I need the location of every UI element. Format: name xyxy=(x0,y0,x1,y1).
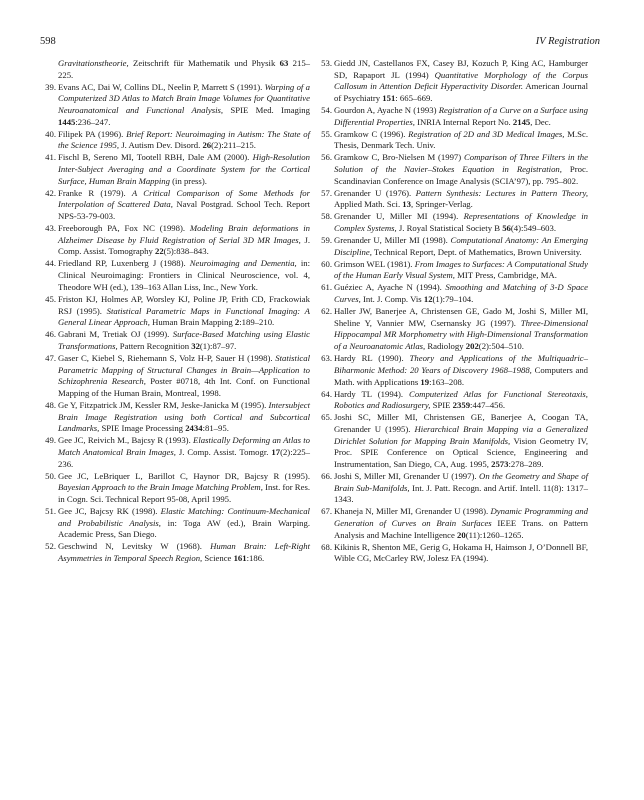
reference-volume: 1445 xyxy=(58,116,76,127)
references-right-column xyxy=(316,58,588,565)
reference-entry xyxy=(316,188,588,211)
reference-volume: 32 xyxy=(191,340,200,351)
running-head: IV Registration xyxy=(535,36,600,47)
reference-title: Statistical Parametric Mapping of Structural Changes in Brain—Application to Schizophrenia Research, xyxy=(58,352,310,387)
reference-segment: Hardy TL (1994). xyxy=(334,388,410,399)
reference-segment: IEEE Trans. on Pattern Analysis and Machine Intelligence xyxy=(334,517,588,540)
reference-entry xyxy=(316,353,588,388)
reference-number: 47. xyxy=(45,352,56,363)
reference-segment: :163–208. xyxy=(429,376,465,387)
reference-title: Computational Anatomy: An Emerging Discipline, xyxy=(334,235,588,257)
reference-entry xyxy=(316,129,588,152)
reference-segment: Fischl B, Sereno MI, Tootell RBH, Dale AM (2000). xyxy=(58,152,253,163)
reference-segment: in: Toga AW (ed.), Brain Warping. Academic Press, San Diego. xyxy=(58,517,310,540)
reference-text xyxy=(334,211,588,234)
reference-text xyxy=(334,282,588,305)
reference-entry xyxy=(40,223,310,258)
reference-title: From Images to Surfaces: A Computational Study of the Human Early Visual System, xyxy=(334,258,588,281)
reference-number: 55. xyxy=(321,128,332,139)
reference-entry xyxy=(316,152,588,187)
reference-text xyxy=(58,329,310,352)
reference-title: Comparison of Three Filters in the Solution of the Navier–Stokes Equation in Registration, xyxy=(334,152,589,175)
reference-number: 57. xyxy=(321,187,332,198)
reference-number: 43. xyxy=(45,223,56,234)
reference-number: 68. xyxy=(321,541,332,552)
reference-segment: Proc. Scandinavian Conference on Image Analysis (SCIA’97), pp. 795–802. xyxy=(334,164,588,186)
reference-volume: 20 xyxy=(457,529,466,540)
reference-number: 56. xyxy=(321,152,332,163)
reference-volume: 17 xyxy=(271,446,281,457)
reference-title: On the Geometry and Shape of Brain Sub-Manifolds, xyxy=(334,470,588,493)
reference-segment: Int. J. Patt. Recogn. and Artif. Intell. 11(8): 1317–1343. xyxy=(334,482,588,505)
reference-segment: Grenander U (1976). xyxy=(334,187,416,198)
reference-number: 51. xyxy=(45,505,56,516)
reference-segment: M.Sc. Thesis, Denmark Tech. Univ. xyxy=(334,128,588,151)
reference-text xyxy=(58,506,310,541)
reference-number: 50. xyxy=(45,470,56,481)
reference-segment: :278–289. xyxy=(508,458,544,469)
reference-segment: Joshi SC, Miller MI, Christensen GE, Banerjee A, Coogan TA, Grenander U (1995). xyxy=(334,412,588,434)
reference-segment: Filipek PA (1996). xyxy=(58,128,127,139)
reference-entry xyxy=(316,58,588,105)
reference-volume: 22 xyxy=(154,246,164,257)
reference-title: Statistical Parametric Maps in Functional Imaging: A General Linear Approach, xyxy=(58,305,310,328)
reference-entry xyxy=(40,329,310,352)
reference-text xyxy=(334,235,588,258)
reference-segment: Technical Report, Dept. of Mathematics, Brown University. xyxy=(371,246,582,257)
reference-segment: MIT Press, Cambridge, MA. xyxy=(454,270,557,281)
reference-text xyxy=(334,389,588,412)
reference-title: High-Resolution Inter-Subject Averaging and a Coordinate System for the Cortical Surface, Human Brain Mapping xyxy=(58,152,310,186)
reference-text xyxy=(58,129,310,152)
reference-segment: Gee JC, Reivich M., Bajcsy R (1993). xyxy=(58,435,194,446)
reference-segment: (5):838–843. xyxy=(163,246,209,257)
reference-title: Bayesian Approach to the Brain Image Matching Problem, xyxy=(58,482,263,493)
reference-entry xyxy=(40,82,310,129)
reference-segment: Kikinis R, Shenton ME, Gerig G, Hokama H, Haimson J, O’Donnell BF, Wible CG, McCarley RW, Jolesz FA (1994). xyxy=(334,541,588,564)
reference-segment: Gabrani M, Tretiak OJ (1999). xyxy=(58,329,173,340)
reference-segment: Grimson WEL (1981). xyxy=(334,258,415,269)
reference-segment: Gramkow C (1996). xyxy=(334,128,409,139)
reference-volume: 161 xyxy=(233,553,247,564)
reference-segment: Khaneja N, Miller MI, Grenander U (1998). xyxy=(334,506,491,517)
reference-text xyxy=(334,506,588,541)
reference-number: 46. xyxy=(45,329,56,340)
reference-segment: , Dec. xyxy=(530,116,551,127)
reference-segment: Gramkow C, Bro-Nielsen M (1997) xyxy=(334,152,464,163)
reference-number: 41. xyxy=(45,152,56,163)
reference-text xyxy=(334,105,588,128)
reference-text xyxy=(334,188,588,211)
reference-entry xyxy=(316,506,588,541)
reference-segment: Franke R (1979). xyxy=(58,187,132,198)
reference-entry xyxy=(316,412,588,470)
reference-title: Computerized Atlas for Functional Stereotaxis, Robotics and Radiosurgery, xyxy=(334,388,588,411)
reference-entry xyxy=(40,129,310,152)
reference-volume: 202 xyxy=(465,341,479,352)
reference-number: 67. xyxy=(321,506,332,517)
reference-volume: 56 xyxy=(502,223,511,234)
reference-title: Three-Dimensional Hippocampal MR Morphometry with High-Dimensional Transformation of a Neuroanatomic Atlas, xyxy=(334,317,588,352)
reference-entry xyxy=(40,294,310,329)
reference-segment: Freeborough PA, Fox NC (1998). xyxy=(58,223,190,234)
reference-segment: Zeitschrift für Mathematik und Physik xyxy=(128,58,280,68)
reference-segment: Inst. for Res. in Cogn. Sci. Technical Report 95-08, April 1995. xyxy=(58,482,310,504)
reference-segment: American Journal of Psychiatry xyxy=(334,81,588,104)
reference-entry xyxy=(316,389,588,412)
reference-text xyxy=(58,223,310,258)
reference-volume: 2 xyxy=(234,317,240,328)
reference-segment: Joshi S, Miller MI, Grenander U (1997). xyxy=(334,470,480,481)
reference-title: Warping of a Computerized 3D Atlas to Match Brain Image Volumes for Quantitative Neuroanatomical and Functional Analysis, xyxy=(58,81,310,116)
reference-text xyxy=(334,353,588,388)
reference-text xyxy=(58,188,310,223)
reference-segment: Gourdon A, Ayache N (1993) xyxy=(334,105,439,116)
reference-volume: 2359 xyxy=(452,400,471,411)
reference-segment: SPIE Med. Imaging xyxy=(223,105,310,116)
reference-entry xyxy=(316,105,588,128)
reference-number: 54. xyxy=(321,105,332,116)
reference-segment: Science xyxy=(202,553,234,564)
reference-title: Neuroimaging and Dementia, xyxy=(189,258,297,269)
reference-segment: Grenander U, Miller MI (1994). xyxy=(334,211,464,222)
reference-segment: :186. xyxy=(246,553,265,564)
reference-segment: (4):549–603. xyxy=(510,223,556,234)
reference-text xyxy=(334,129,588,152)
reference-volume: 19 xyxy=(420,376,430,387)
reference-text xyxy=(58,471,310,506)
reference-segment: INRIA Internal Report No. xyxy=(414,116,513,127)
reference-title: Registration of 2D and 3D Medical Images, xyxy=(408,128,565,139)
reference-entry xyxy=(40,541,310,564)
reference-entry xyxy=(40,188,310,223)
reference-segment: J. Comp. Assist. Tomography xyxy=(58,234,310,257)
reference-number: 48. xyxy=(45,399,56,410)
reference-entry xyxy=(40,400,310,435)
reference-segment: (in press). xyxy=(169,175,207,186)
reference-number: 66. xyxy=(321,470,332,481)
reference-segment: Vision Geometry IV, Proc. SPIE Conference on Optical Science, Engineering and Instrumentation, San Diego, CA, Aug. 1995, xyxy=(334,435,588,469)
reference-text xyxy=(58,152,310,187)
reference-entry xyxy=(40,58,310,81)
reference-text xyxy=(58,541,310,564)
reference-segment: :236–247. xyxy=(75,116,111,127)
reference-segment: (2):211–215. xyxy=(211,140,256,151)
reference-number: 62. xyxy=(321,306,332,317)
reference-title: Hierarchical Brain Mapping via a Generalized Dirichlet Solution for Mapping Brain Manifolds, xyxy=(334,423,589,446)
reference-entry xyxy=(316,282,588,305)
reference-text xyxy=(58,353,310,400)
reference-segment: , Springer-Verlag. xyxy=(410,199,473,210)
reference-segment: Geschwind N, Levitsky W (1968). xyxy=(58,541,211,552)
reference-title: A Critical Comparison of Some Methods for Interpolation of Scattered Data, xyxy=(58,187,310,210)
reference-segment: Radiology xyxy=(425,341,466,352)
reference-text xyxy=(334,542,588,565)
reference-number: 60. xyxy=(321,258,332,269)
reference-segment: Gee JC, LeBriquer L, Barillot C, Haynor DR, Bajcsy R (1995). xyxy=(58,470,310,481)
reference-title: Elastically Deforming an Atlas to Match Anatomical Brain Images, xyxy=(58,435,310,457)
references-left-column xyxy=(40,58,310,565)
reference-volume: 26 xyxy=(202,140,212,151)
reference-title: Dynamic Programming and Generation of Curves on Brain Surfaces xyxy=(334,506,588,528)
reference-segment: (1):87–97. xyxy=(199,340,237,351)
reference-volume: 13 xyxy=(402,199,411,210)
reference-volume: 12 xyxy=(423,294,433,305)
reference-entry xyxy=(40,471,310,506)
reference-entry xyxy=(316,471,588,506)
reference-number: 49. xyxy=(45,435,56,446)
reference-segment: Human Brain Mapping xyxy=(149,317,235,328)
reference-entry xyxy=(316,542,588,565)
reference-text xyxy=(334,58,588,105)
reference-segment: Haller JW, Banerjee A, Christensen GE, Gado M, Joshi S, Miller MI, Sheline Y, Vannier MW, Csernansky JG (1997). xyxy=(334,306,588,328)
reference-entry xyxy=(40,435,310,470)
reference-number: 61. xyxy=(321,282,332,293)
reference-segment: Poster #0718, 4th Int. Conf. on Functional Mapping of the Human Brain, Montreal, 1998. xyxy=(58,376,310,398)
reference-number: 58. xyxy=(321,211,332,222)
reference-segment: (2):225–236. xyxy=(58,446,310,469)
reference-title: Theory and Applications of the Multiquadric–Biharmonic Method: 20 Years of Discovery 1968–1988, xyxy=(334,353,588,375)
reference-segment: J. Autism Dev. Disord. xyxy=(119,140,203,151)
reference-text xyxy=(334,152,588,187)
reference-segment: Giedd JN, Castellanos FX, Casey BJ, Kozuch P, King AC, Hamburger SD, Rapaport JL (1994) xyxy=(334,58,588,80)
reference-volume: 151 xyxy=(382,93,396,104)
reference-text xyxy=(334,306,588,353)
reference-segment: SPIE xyxy=(430,400,453,411)
reference-segment: Friston KJ, Holmes AP, Worsley KJ, Poline JP, Frith CD, Frackowiak RSJ (1995). xyxy=(58,293,310,316)
reference-segment: SPIE Image Processing xyxy=(99,423,186,434)
reference-entry xyxy=(40,353,310,400)
reference-segment: Int. J. Comp. Vis xyxy=(360,294,424,305)
reference-segment: Naval Postgrad. School Tech. Report NPS-53-79-003. xyxy=(58,199,310,222)
reference-segment: Grenander U, Miller MI (1998). xyxy=(334,235,451,246)
reference-number: 45. xyxy=(45,293,56,304)
reference-volume: 2434 xyxy=(185,423,203,434)
reference-entry xyxy=(316,235,588,258)
reference-number: 40. xyxy=(45,128,56,139)
reference-entry xyxy=(316,306,588,353)
reference-text xyxy=(58,400,310,435)
reference-text xyxy=(334,259,588,282)
reference-title: Representations of Knowledge in Complex Systems, xyxy=(334,211,588,234)
reference-text xyxy=(58,82,310,129)
reference-text xyxy=(58,258,310,293)
reference-entry xyxy=(40,506,310,541)
reference-text xyxy=(58,294,310,329)
reference-segment: Ge Y, Fitzpatrick JM, Kessler RM, Jeske-Janicka M (1995). xyxy=(58,399,269,410)
reference-segment: : 665–669. xyxy=(395,93,433,104)
reference-title: Pattern Synthesis: Lectures in Pattern Theory, xyxy=(415,187,589,198)
reference-segment: :447–456. xyxy=(470,400,506,411)
reference-segment: J. Royal Statistical Society B xyxy=(396,223,503,234)
reference-entry xyxy=(316,259,588,282)
reference-segment: Friedland RP, Luxenberg J (1988). xyxy=(58,258,190,269)
reference-title: Intersubject Brain Image Registration using both Cortical and Subcortical Landmarks, xyxy=(58,399,310,434)
reference-title: Elastic Matching: Continuum-Mechanical and Probabilistic Analysis, xyxy=(58,505,310,528)
reference-segment: Gaser C, Kiebel S, Riehemann S, Volz H-P, Sauer H (1998). xyxy=(58,352,276,363)
reference-title: Human Brain: Left-Right Asymmetries in Temporal Speech Region, xyxy=(58,541,310,564)
reference-number: 39. xyxy=(45,81,56,92)
reference-number: 53. xyxy=(321,58,332,68)
reference-segment: (1):79–104. xyxy=(432,294,474,305)
reference-number: 65. xyxy=(321,412,332,423)
reference-segment: Hardy RL (1990). xyxy=(334,353,410,364)
reference-text xyxy=(58,58,310,81)
reference-title: Modeling Brain deformations in Alzheimer Disease by Fluid Registration of Serial 3D MR Images, xyxy=(58,223,310,245)
reference-segment: in: Clinical Neuroimaging: Frontiers in Clinical Neuroscience, vol. 4, Theodore WH (ed.), 139–163 Allan Liss, Inc., New York. xyxy=(58,258,310,292)
reference-segment: J. Comp. Assist. Tomogr. xyxy=(175,446,272,457)
reference-segment: (2):504–510. xyxy=(478,341,524,352)
reference-title: Registration of a Curve on a Surface using Differential Properties, xyxy=(334,105,588,127)
reference-title: Smoothing and Matching of 3-D Space Curves, xyxy=(334,282,588,305)
page-number: 598 xyxy=(40,36,56,47)
reference-segment: :189–210. xyxy=(239,317,275,328)
reference-text xyxy=(58,435,310,470)
reference-segment: (11):1260–1265. xyxy=(465,529,524,540)
reference-volume: 2145 xyxy=(512,116,531,127)
reference-entry xyxy=(316,211,588,234)
reference-entry xyxy=(40,152,310,187)
reference-segment: Pattern Recognition xyxy=(117,340,192,351)
reference-segment: Applied Math. Sci. xyxy=(334,199,403,210)
reference-number: 64. xyxy=(321,388,332,399)
reference-number: 59. xyxy=(321,235,332,246)
reference-volume: 2573 xyxy=(491,458,509,469)
reference-text xyxy=(334,471,588,506)
reference-number: 52. xyxy=(45,541,56,552)
reference-entry xyxy=(40,258,310,293)
reference-title: Quantitative Morphology of the Corpus Callosum in Attention Deficit Hyperactivity Disorder. xyxy=(334,69,588,92)
reference-segment: :81–95. xyxy=(202,423,229,434)
reference-title: Brief Report: Neuroimaging in Autism: The State of the Science 1995, xyxy=(58,128,310,151)
reference-title: Gravitationstheorie, xyxy=(58,58,129,68)
reference-number: 42. xyxy=(45,187,56,198)
reference-number: 44. xyxy=(45,258,56,269)
reference-title: Surface-Based Matching using Elastic Transformations, xyxy=(58,329,310,351)
reference-segment: Guéziec A, Ayache N (1994). xyxy=(334,282,446,293)
reference-text xyxy=(334,412,588,470)
reference-segment: Gee JC, Bajcsy RK (1998). xyxy=(58,505,161,516)
reference-volume: 63 xyxy=(279,58,289,68)
reference-segment: 215–225. xyxy=(58,58,311,80)
reference-segment: Computers and Math. with Applications xyxy=(334,364,589,387)
reference-segment: Evans AC, Dai W, Collins DL, Neelin P, Marrett S (1991). xyxy=(58,81,265,92)
reference-number: 63. xyxy=(321,353,332,364)
